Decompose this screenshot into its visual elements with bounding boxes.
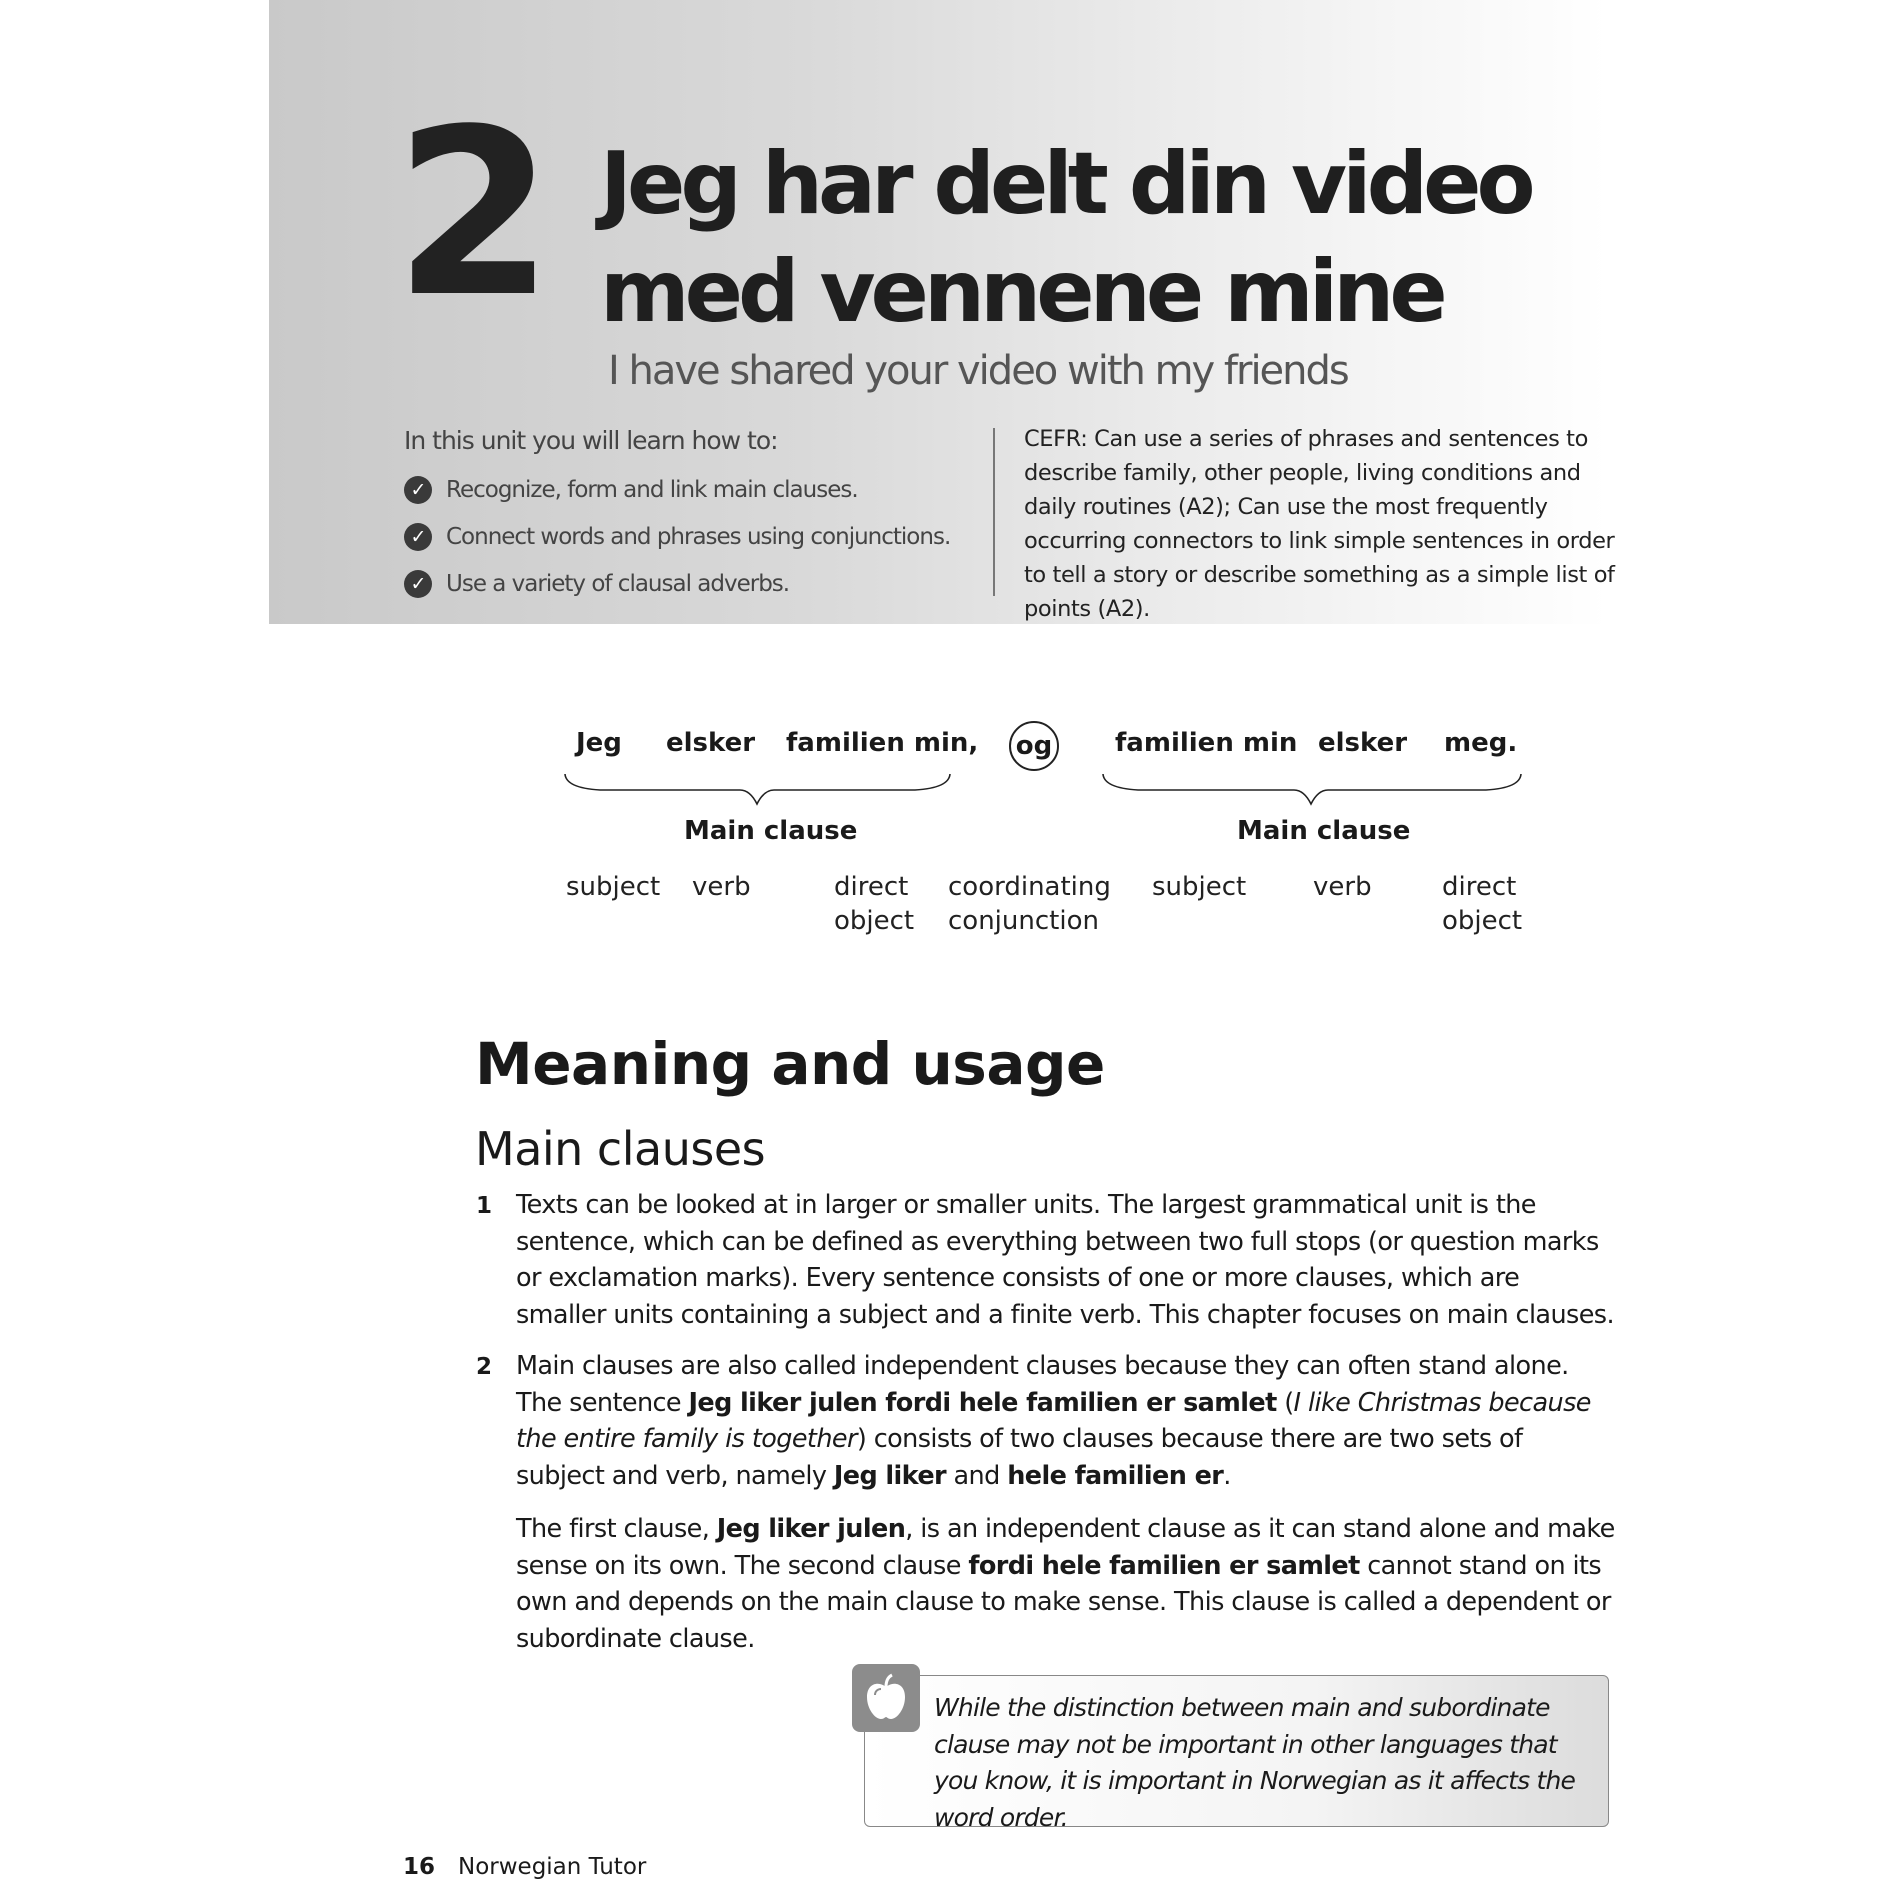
text-run: ( [1276,1387,1294,1418]
paragraph [516,1511,1616,1657]
diagram-word: elsker [1318,728,1408,758]
paragraph-number: 2 [476,1354,493,1380]
clause-brace [1098,770,1526,810]
english-translation: I like Christmas because the entire family is together [516,1387,1591,1454]
text-run: cannot stand on its own and depends on the main clause to make sense. This clause is called a dependent or subordinate clause. [516,1550,1611,1654]
page-number: 16 [403,1854,436,1880]
diagram-word: og [1015,731,1053,761]
cefr-label: CEFR: [1024,426,1088,452]
text-run: ) consists of two clauses because there are two sets of subject and verb, namely [516,1424,1523,1491]
paragraph-number: 1 [476,1193,493,1219]
paragraph: Texts can be looked at in larger or smaller units. The largest grammatical unit is the sentence, which can be defined as everything between two full stops (or question marks or exclamation marks). Every sentence consists of one or more clauses, which are smaller units containing a subject and a finite verb. This chapter focuses on main clauses. [516,1190,1614,1330]
grammatical-role: subject [566,872,661,902]
objective-item [404,570,789,598]
text-run: . [1223,1460,1231,1491]
text-run: Main clauses are also called independent clauses because they can often stand alone. The sentence [516,1351,1569,1418]
norwegian-example: hele familien er [1007,1460,1224,1491]
norwegian-example: Jeg liker [833,1460,947,1491]
grammatical-role: subject [1152,872,1247,902]
grammatical-role: direct object [834,872,915,936]
paragraph [516,1348,1616,1494]
objective-item [404,476,858,504]
objectives-heading: In this unit you will learn how to: [404,426,778,455]
chapter-subtitle: I have shared your video with my friends [608,348,1348,394]
checkmark-icon: ✓ [404,570,432,598]
objective-label: Connect words and phrases using conjunctions. [446,524,951,550]
cefr-divider [993,428,995,596]
text-run: The first clause, [516,1514,717,1544]
subsection-heading: Main clauses [475,1122,766,1176]
grammatical-role: verb [1313,872,1372,902]
conjunction-circle [1009,721,1059,771]
checkmark-icon: ✓ [404,476,432,504]
grammatical-role: direct object [1442,872,1523,936]
grammatical-role: verb [692,872,751,902]
diagram-word: familien min, [786,728,979,758]
clause-label: Main clause [1237,816,1411,846]
clause-label: Main clause [684,816,858,846]
book-title: Norwegian Tutor [458,1854,647,1880]
diagram-word: elsker [666,728,756,758]
norwegian-example: Jeg liker julen [716,1514,906,1544]
grammatical-role: coordinating conjunction [948,872,1111,936]
diagram-word: familien min [1115,728,1298,758]
chapter-title: Jeg har delt din video med vennene mine [600,134,1531,342]
clause-brace [560,770,955,810]
apple-icon [852,1664,920,1732]
objective-label: Use a variety of clausal adverbs. [446,571,790,597]
section-heading: Meaning and usage [475,1030,1105,1098]
objective-item [404,523,950,551]
tip-text: While the distinction between main and subordinate clause may not be important in other languages that you know, it is important in Norwegian as it affects the word order. [934,1693,1576,1832]
text-run: and [946,1460,1008,1491]
diagram-word: meg. [1444,728,1518,758]
text-run: , is an independent clause as it can stand alone and make sense on its own. The second clause [516,1514,1615,1581]
checkmark-icon: ✓ [404,523,432,551]
diagram-word: Jeg [576,728,622,758]
norwegian-example: Jeg liker julen fordi hele familien er samlet [688,1387,1277,1418]
norwegian-example: fordi hele familien er samlet [968,1550,1360,1581]
chapter-number: 2 [394,81,555,348]
cefr-body: Can use a series of phrases and sentences to describe family, other people, living conditions and daily routines (A2); Can use the most frequently occurring connectors to link simple sentences in order to tell a story or describe something as a simple list of points (A2). [1024,426,1615,622]
cefr-description [1024,422,1624,626]
objective-label: Recognize, form and link main clauses. [446,477,858,503]
